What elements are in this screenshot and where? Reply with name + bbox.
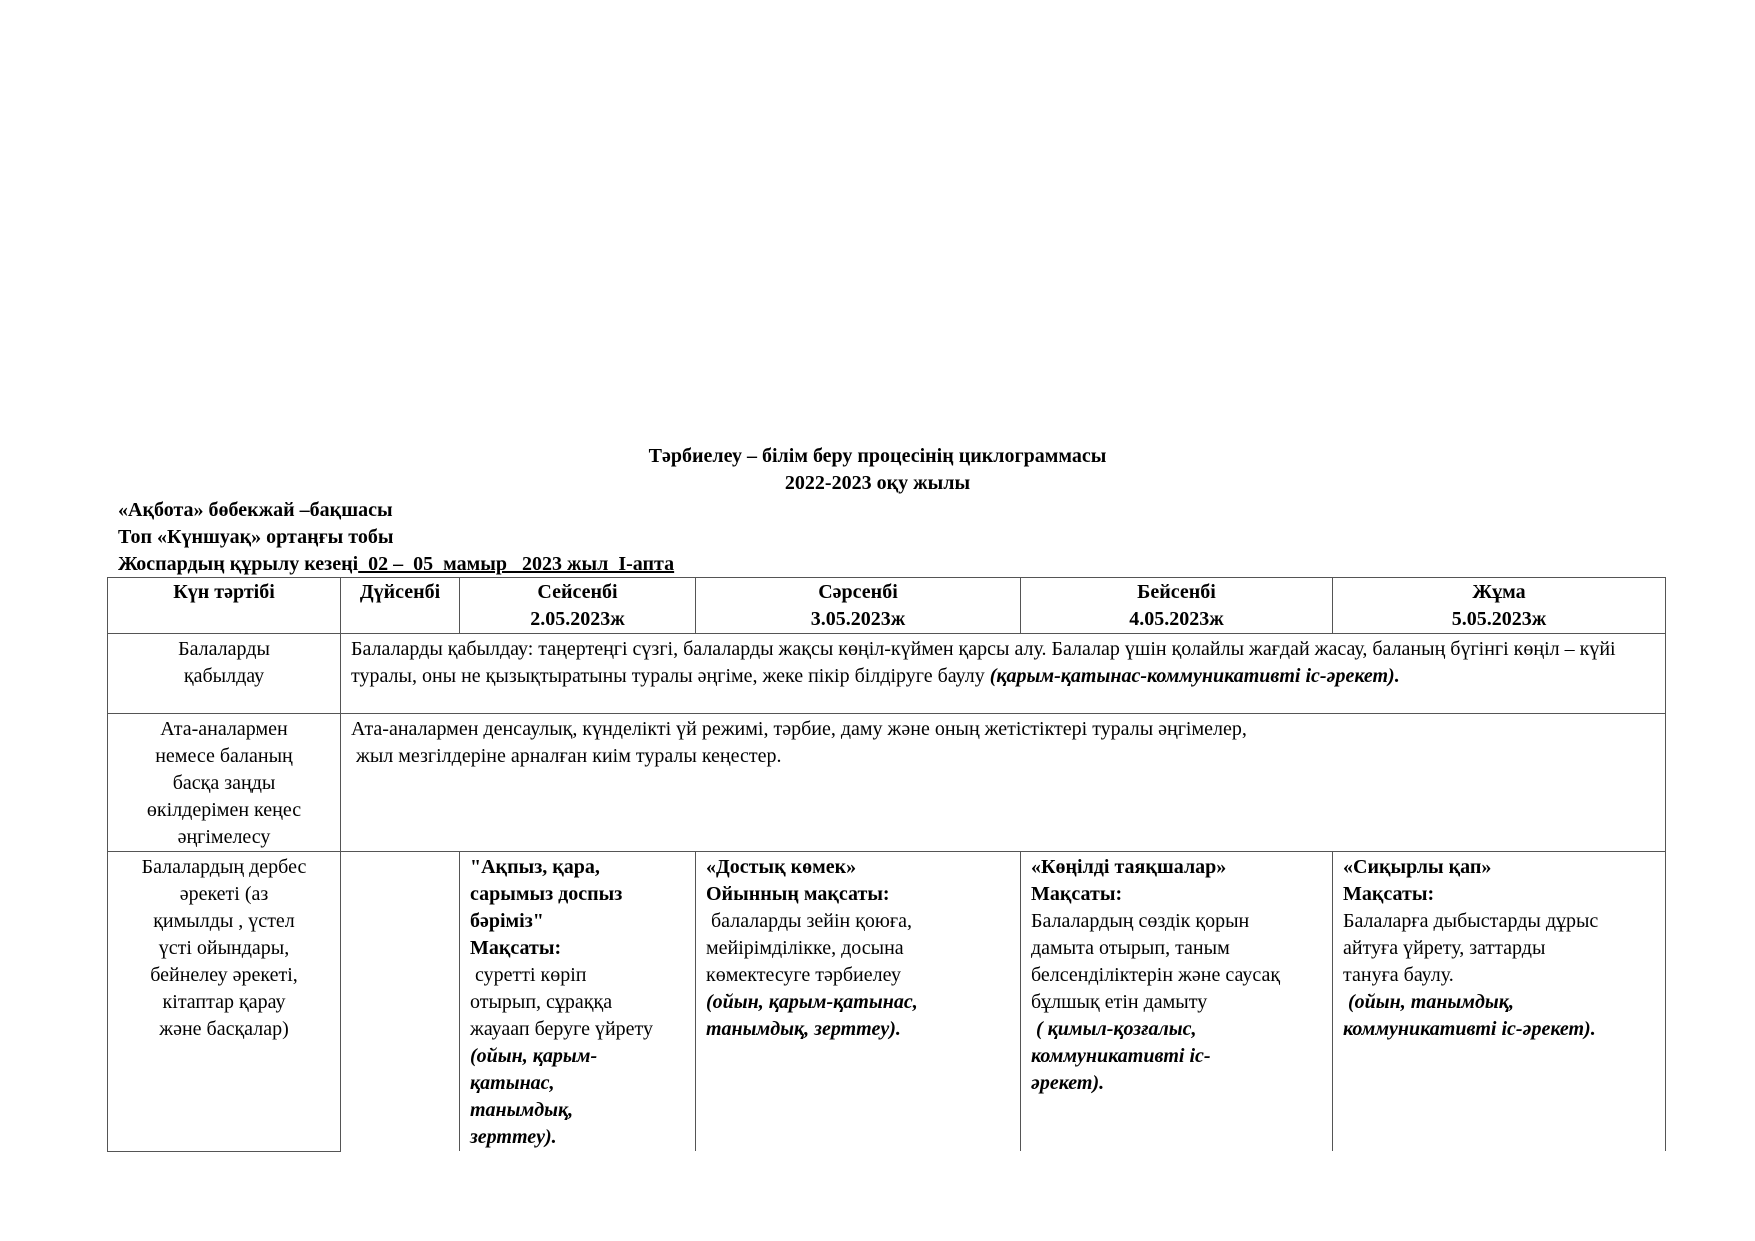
- row-label-line: өкілдерімен кеңес: [146, 799, 302, 821]
- activity-title: "Ақпыз, қара,: [470, 856, 600, 878]
- activity-goal-label: Мақсаты:: [1031, 883, 1123, 905]
- academic-year: 2022-2023 оқу жылы: [784, 472, 971, 494]
- row-label-line: Балалардың дербес: [141, 856, 307, 878]
- parents-text-line: Ата-аналармен денсаулық, күнделікті үй режимі, тәрбие, даму және оның жетістіктері туралы әңгімелер,: [351, 718, 1247, 740]
- activity-goal: суретті көріп: [470, 964, 587, 986]
- activity-goal: тануға баулу.: [1343, 964, 1454, 986]
- activity-title: бәріміз": [470, 910, 544, 932]
- row-label-line: әрекеті (аз: [179, 883, 269, 905]
- activity-title: «Сиқырлы қап»: [1343, 856, 1492, 878]
- activity-goal: Балалардың сөздік қорын: [1031, 910, 1250, 932]
- header-thursday-name: Бейсенбі: [1137, 581, 1216, 603]
- free-activity-monday: [341, 852, 460, 1152]
- free-activity-thursday: [1021, 852, 1333, 1152]
- row-label-line: Ата-аналармен: [160, 718, 288, 740]
- activity-goal-label: Мақсаты:: [1343, 883, 1435, 905]
- reception-text: Балаларды қабылдау: таңертеңгі сүзгі, балаларды жақсы көңіл-күймен қарсы алу. Балалар үшін қолайлы жағдай жасау, баланың бүгінгі көңіл – күйі туралы, оны не қызықтыратыны туралы әңгіме, жеке пікір білдіруге баулу: [351, 638, 1616, 687]
- planning-period: [118, 551, 674, 578]
- free-activity-tuesday: [460, 852, 696, 1152]
- activity-goal: Балаларға дыбыстарды дұрыс: [1343, 910, 1599, 932]
- header-thursday: [1021, 578, 1333, 634]
- header-monday: Дүйсенбі: [341, 578, 460, 634]
- header-wednesday-name: Сәрсенбі: [818, 581, 898, 603]
- header-tuesday: [460, 578, 696, 634]
- activity-type: әрекет).: [1031, 1072, 1105, 1094]
- cyclogram-table: [107, 577, 1666, 1152]
- activity-goal: көмектесуге тәрбиелеу: [706, 964, 901, 986]
- row-label-line: қабылдау: [183, 665, 265, 687]
- activity-type: (ойын, қарым-қатынас,: [706, 991, 918, 1013]
- activity-type: танымдық, зерттеу).: [706, 1018, 901, 1040]
- planning-period-value: 02 – 05 мамыр 2023 жыл I-апта: [358, 553, 675, 575]
- row-label-line: немесе баланың: [155, 745, 293, 767]
- institution-name: «Ақбота» бөбекжай –бақшасы: [118, 499, 393, 521]
- activity-goal-label: Мақсаты:: [470, 937, 562, 959]
- header-friday-date: 5.05.2023ж: [1451, 608, 1547, 630]
- row-label-line: және басқалар): [159, 1018, 289, 1040]
- free-activity-friday: [1333, 852, 1666, 1152]
- activity-goal: мейірімділікке, досына: [706, 937, 904, 959]
- activity-goal: дамыта отырып, таным: [1031, 937, 1230, 959]
- row-label-line: бейнелеу әрекеті,: [150, 964, 298, 986]
- document-title: Тәрбиелеу – білім беру процесінің циклограммасы: [648, 445, 1107, 467]
- table-row-free-activity: [108, 852, 1666, 1152]
- activity-title: «Көңілді таяқшалар»: [1031, 856, 1227, 878]
- activity-goal: белсенділіктерін және саусақ: [1031, 964, 1281, 986]
- row-label-line: әңгімелесу: [177, 826, 271, 848]
- activity-goal: отырып, сұраққа: [470, 991, 613, 1013]
- activity-goal: айтуға үйрету, заттарды: [1343, 937, 1546, 959]
- activity-type: (ойын, танымдық,: [1343, 991, 1514, 1013]
- row-label-parents: [108, 714, 341, 852]
- activity-type: танымдық,: [470, 1099, 574, 1121]
- activity-title: «Достық көмек»: [706, 856, 857, 878]
- parents-text-line: жыл мезгілдеріне арналған киім туралы кеңестер.: [351, 745, 782, 767]
- activity-type: ( қимыл-қозғалыс,: [1031, 1018, 1197, 1040]
- row-label-reception: [108, 634, 341, 714]
- parents-content: [341, 714, 1666, 852]
- reception-content: [341, 634, 1666, 714]
- reception-activity-type: (қарым-қатынас-коммуникативті іс-әрекет).: [989, 665, 1400, 687]
- activity-type: қатынас,: [470, 1072, 555, 1094]
- header-thursday-date: 4.05.2023ж: [1129, 608, 1224, 630]
- table-row-parents: [108, 714, 1666, 852]
- row-label-line: Балаларды: [178, 638, 270, 660]
- group-name: Топ «Күншуақ» ортаңғы тобы: [118, 526, 394, 548]
- row-label-line: басқа заңды: [172, 772, 276, 794]
- activity-type: коммуникативті іс-әрекет).: [1343, 1018, 1596, 1040]
- activity-goal: балаларды зейін қоюға,: [706, 910, 912, 932]
- row-label-free-activity: [108, 852, 341, 1152]
- header-wednesday: [696, 578, 1021, 634]
- planning-period-label: Жоспардың құрылу кезеңі: [118, 553, 359, 575]
- header-friday-name: Жұма: [1472, 581, 1526, 603]
- activity-goal: жауаап беруге үйрету: [470, 1018, 654, 1040]
- table-row-reception: [108, 634, 1666, 714]
- header-friday: [1333, 578, 1666, 634]
- table-header-row: [108, 578, 1666, 634]
- header-tuesday-date: 2.05.2023ж: [530, 608, 625, 630]
- activity-goal-label: Ойынның мақсаты:: [706, 883, 890, 905]
- row-label-line: үсті ойындары,: [158, 937, 290, 959]
- activity-type: (ойын, қарым-: [470, 1045, 598, 1067]
- activity-type: зерттеу).: [470, 1126, 557, 1148]
- header-schedule: Күн тәртібі: [108, 578, 341, 634]
- header-tuesday-name: Сейсенбі: [537, 581, 618, 603]
- free-activity-wednesday: [696, 852, 1021, 1152]
- activity-type: коммуникативті іс-: [1031, 1045, 1211, 1067]
- row-label-line: қимылды , үстел: [153, 910, 295, 932]
- activity-goal: бұлшық етін дамыту: [1031, 991, 1208, 1013]
- activity-title: сарымыз доспыз: [470, 883, 623, 905]
- header-wednesday-date: 3.05.2023ж: [810, 608, 906, 630]
- row-label-line: кітаптар қарау: [162, 991, 286, 1013]
